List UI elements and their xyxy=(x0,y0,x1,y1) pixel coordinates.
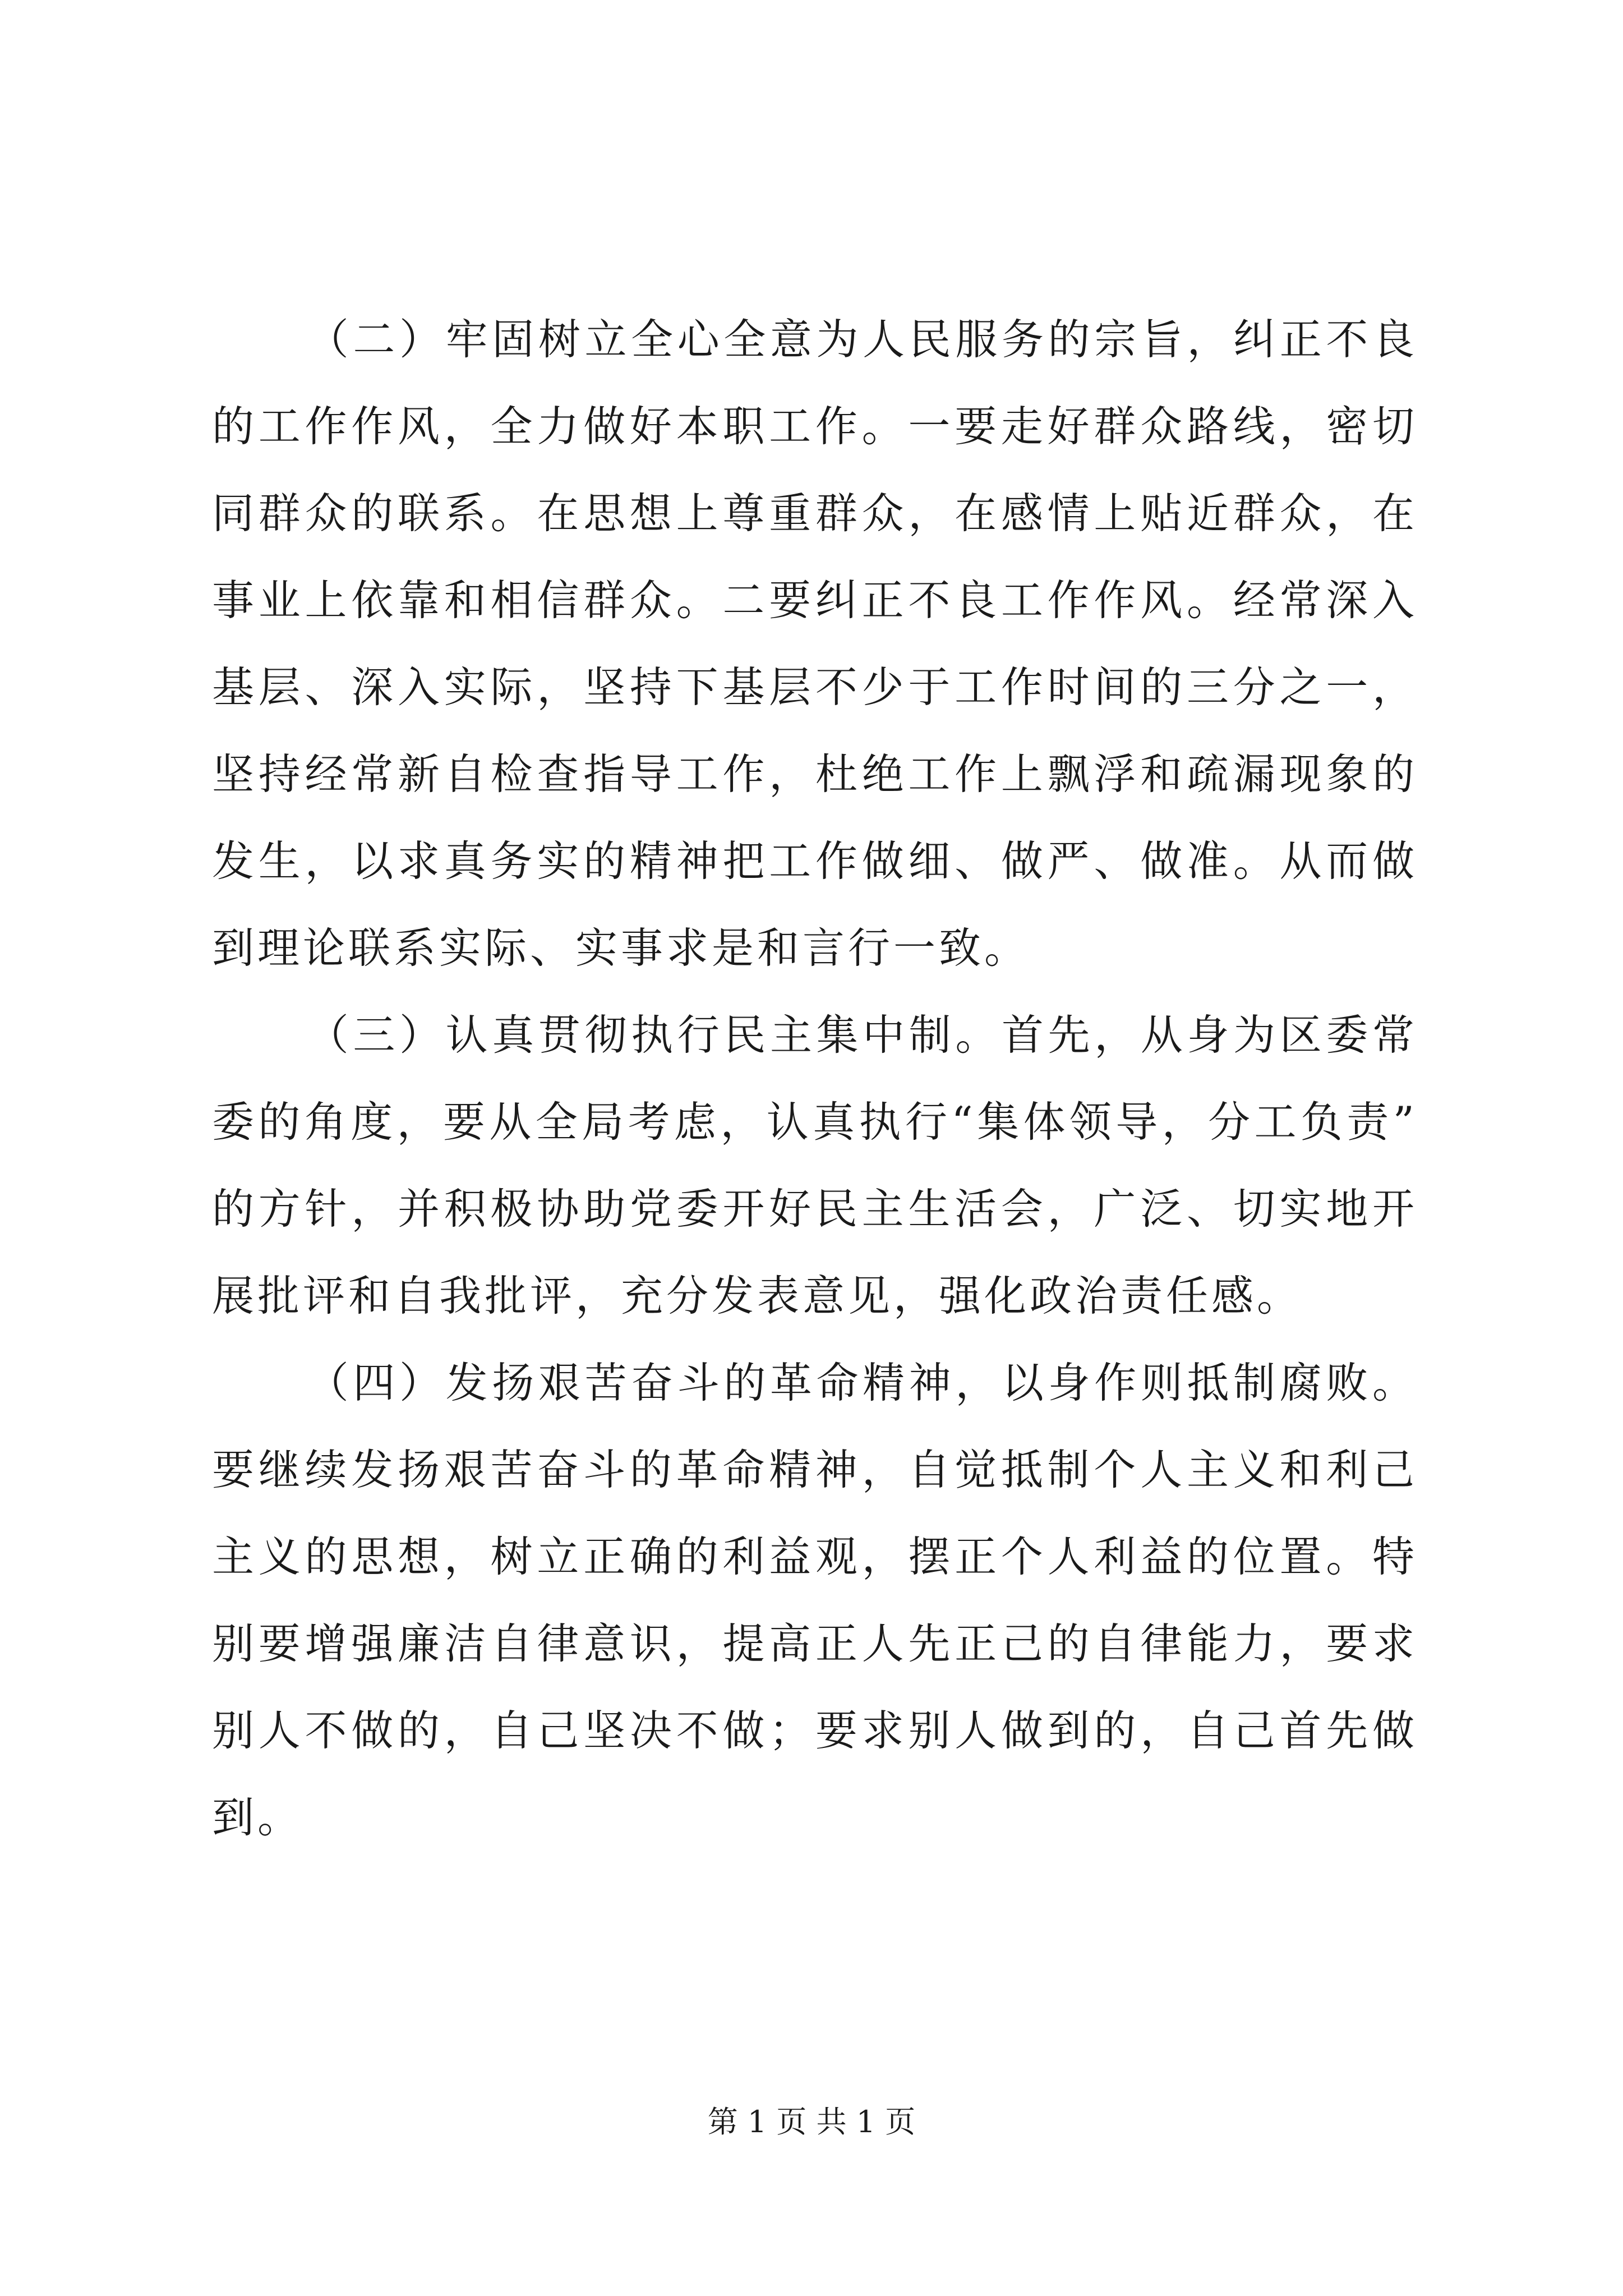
page-number-label: 第 1 页 共 1 页 xyxy=(707,2104,916,2139)
paragraph-2: （二）牢固树立全心全意为人民服务的宗旨，纠正不良的工作作风，全力做好本职工作。一要走好群众路线，密切同群众的联系。在思想上尊重群众，在感情上贴近群众，在事业上依靠和相信群众。二要纠正不良工作作风。经常深入基层、深入实际，坚持下基层不少于工作时间的三分之一，坚持经常新自检查指导工作，杜绝工作上飘浮和疏漏现象的发生，以求真务实的精神把工作做细、做严、做准。从而做到理论联系实际、实事求是和言行一致。 xyxy=(212,315,1418,973)
document-body xyxy=(212,296,1418,1861)
paragraph-4: （四）发扬艰苦奋斗的革命精神，以身作则抵制腐败。要继续发扬艰苦奋斗的革命精神，自觉抵制个人主义和利己主义的思想，树立正确的利益观，摆正个人利益的位置。特别要增强廉洁自律意识，提高正人先正己的自律能力，要求别人不做的，自己坚决不做；要求别人做到的，自己首先做到。 xyxy=(212,1358,1418,1842)
paragraph-3: （三）认真贯彻执行民主集中制。首先，从身为区委常委的角度，要从全局考虑，认真执行“集体领导，分工负责”的方针，并积极协助党委开好民主生活会，广泛、切实地开展批评和自我批评，充分发表意见，强化政治责任感。 xyxy=(212,1010,1418,1320)
page-footer xyxy=(0,2102,1623,2142)
